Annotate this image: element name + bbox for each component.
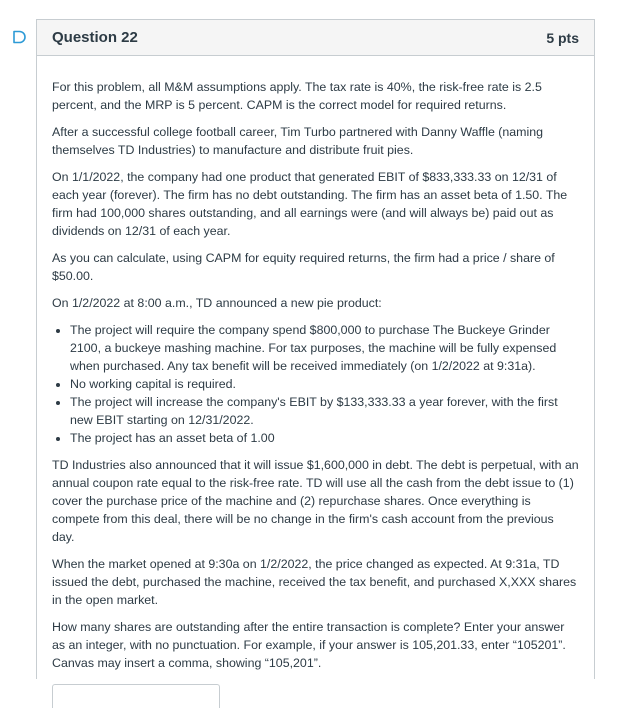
- question-points: 5 pts: [546, 29, 579, 46]
- paragraph: TD Industries also announced that it will issue $1,600,000 in debt. The debt is perpetual, with an annual coupon rate equal to the risk-free rate. TD will use all the cash from the debt issue to (1) cover the purchase price of the machine and (2) repurchase shares. Once everything is compete from this deal, there will be no change in the firm's cash account from the previous day.: [52, 458, 579, 544]
- paragraph: As you can calculate, using CAPM for equity required returns, the firm had a price / share of $50.00.: [52, 251, 555, 283]
- question-title: Question 22: [52, 29, 138, 46]
- paragraph: How many shares are outstanding after the entire transaction is complete? Enter your answer as an integer, with no punctuation. For example, if your answer is 105,201.33, enter “105201”. Canvas may insert a comma, showing “105,201”.: [52, 620, 566, 670]
- paragraph: For this problem, all M&M assumptions apply. The tax rate is 40%, the risk-free rate is 2.5 percent, and the MRP is 5 percent. CAPM is the correct model for required returns.: [52, 80, 542, 112]
- paragraph: When the market opened at 9:30a on 1/2/2022, the price changed as expected. At 9:31a, TD issued the debt, purchased the machine, received the tax benefit, and purchased X,XXX shares in the open market.: [52, 557, 577, 607]
- question-card: [36, 19, 595, 679]
- list-item: • No working capital is required.: [70, 375, 579, 393]
- paragraph: On 1/1/2022, the company had one product that generated EBIT of $833,333.33 on 12/31 of each year (forever). The firm has no debt outstanding. The firm has an asset beta of 1.50. The firm had 100,000 shares outstanding, and all earnings were (and will always be) paid out as dividends on 12/31 of each year.: [52, 170, 568, 238]
- paragraph: On 1/2/2022 at 8:00 a.m., TD announced a new pie product:: [52, 296, 382, 310]
- question-text: [37, 56, 594, 708]
- paragraph: After a successful college football career, Tim Turbo partnered with Danny Waffle (naming themselves TD Industries) to manufacture and distribute fruit pies.: [52, 125, 544, 157]
- question-header: [37, 20, 594, 56]
- list-item: • The project has an asset beta of 1.00: [70, 429, 579, 447]
- flag-question-icon[interactable]: [12, 30, 26, 44]
- project-details-list: [52, 321, 579, 447]
- answer-input[interactable]: [52, 684, 220, 708]
- list-item: • The project will require the company spend $800,000 to purchase The Buckeye Grinder 2100, a buckeye mashing machine. For tax purposes, the machine will be fully expensed when purchased. Any tax benefit will be received immediately (on 1/2/2022 at 9:31a).: [70, 321, 579, 375]
- list-item: • The project will increase the company's EBIT by $133,333.33 a year forever, with the first new EBIT starting on 12/31/2022.: [70, 393, 579, 429]
